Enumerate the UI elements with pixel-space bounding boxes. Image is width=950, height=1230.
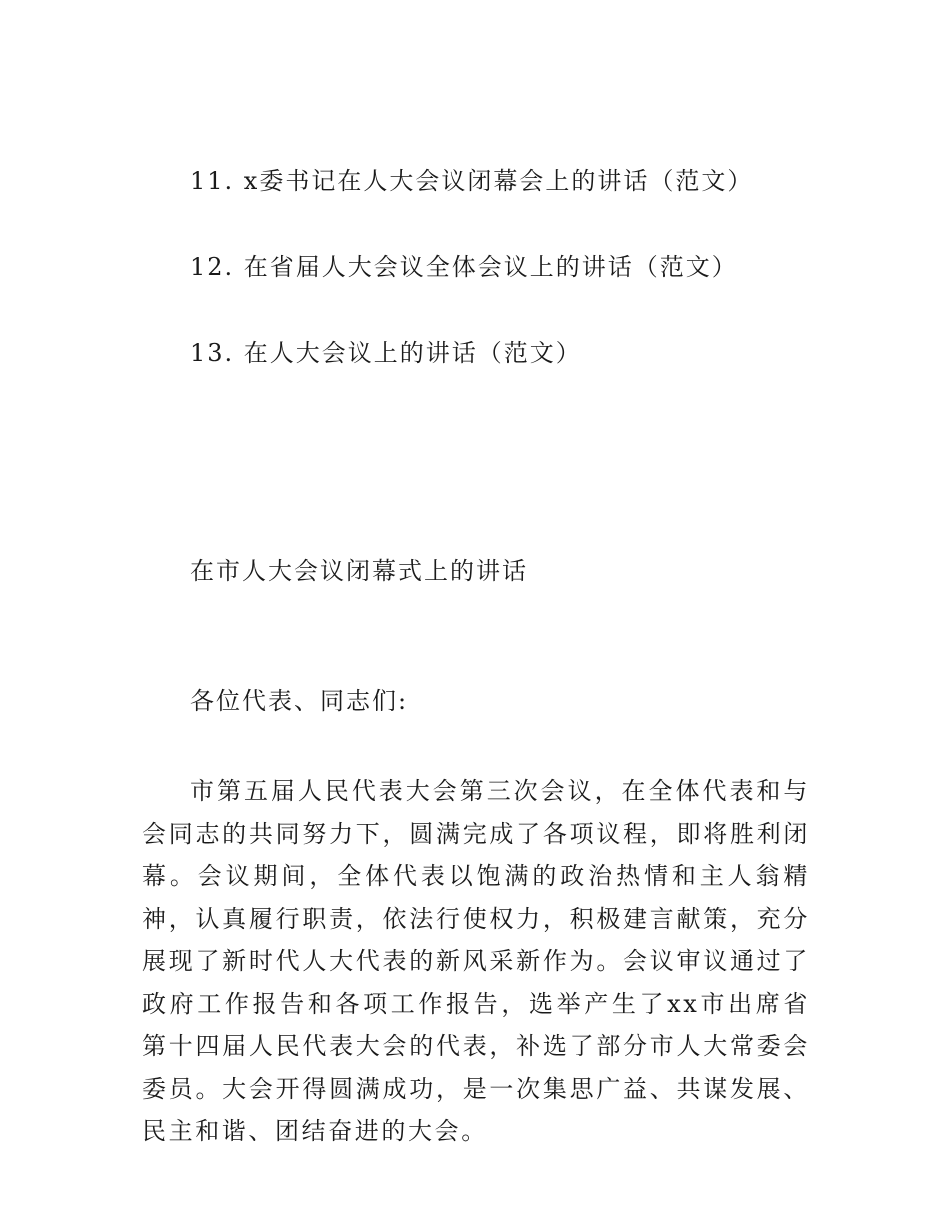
body-paragraph: 市第五届人民代表大会第三次会议，在全体代表和与会同志的共同努力下，圆满完成了各项议程，即将胜利闭幕。会议期间，全体代表以饱满的政治热情和主人翁精神，认真履行职责，依法行使权力，积极建言献策，充分展现了新时代人大代表的新风采新作为。会议审议通过了政府工作报告和各项工作报告，选举产生了xx市出席省第十四届人民代表大会的代表，补选了部分市人大常委会委员。大会开得圆满成功，是一次集思广益、共谋发展、民主和谐、团结奋进的大会。 [142, 777, 810, 1145]
toc-item-11: 11. x委书记在人大会议闭幕会上的讲话（范文） [190, 167, 754, 195]
salutation: 各位代表、同志们: [190, 687, 409, 715]
toc-item-12: 12. 在省届人大会议全体会议上的讲话（范文） [190, 253, 738, 281]
toc-item-13: 13. 在人大会议上的讲话（范文） [190, 339, 582, 367]
speech-title: 在市人大会议闭幕式上的讲话 [190, 557, 528, 585]
